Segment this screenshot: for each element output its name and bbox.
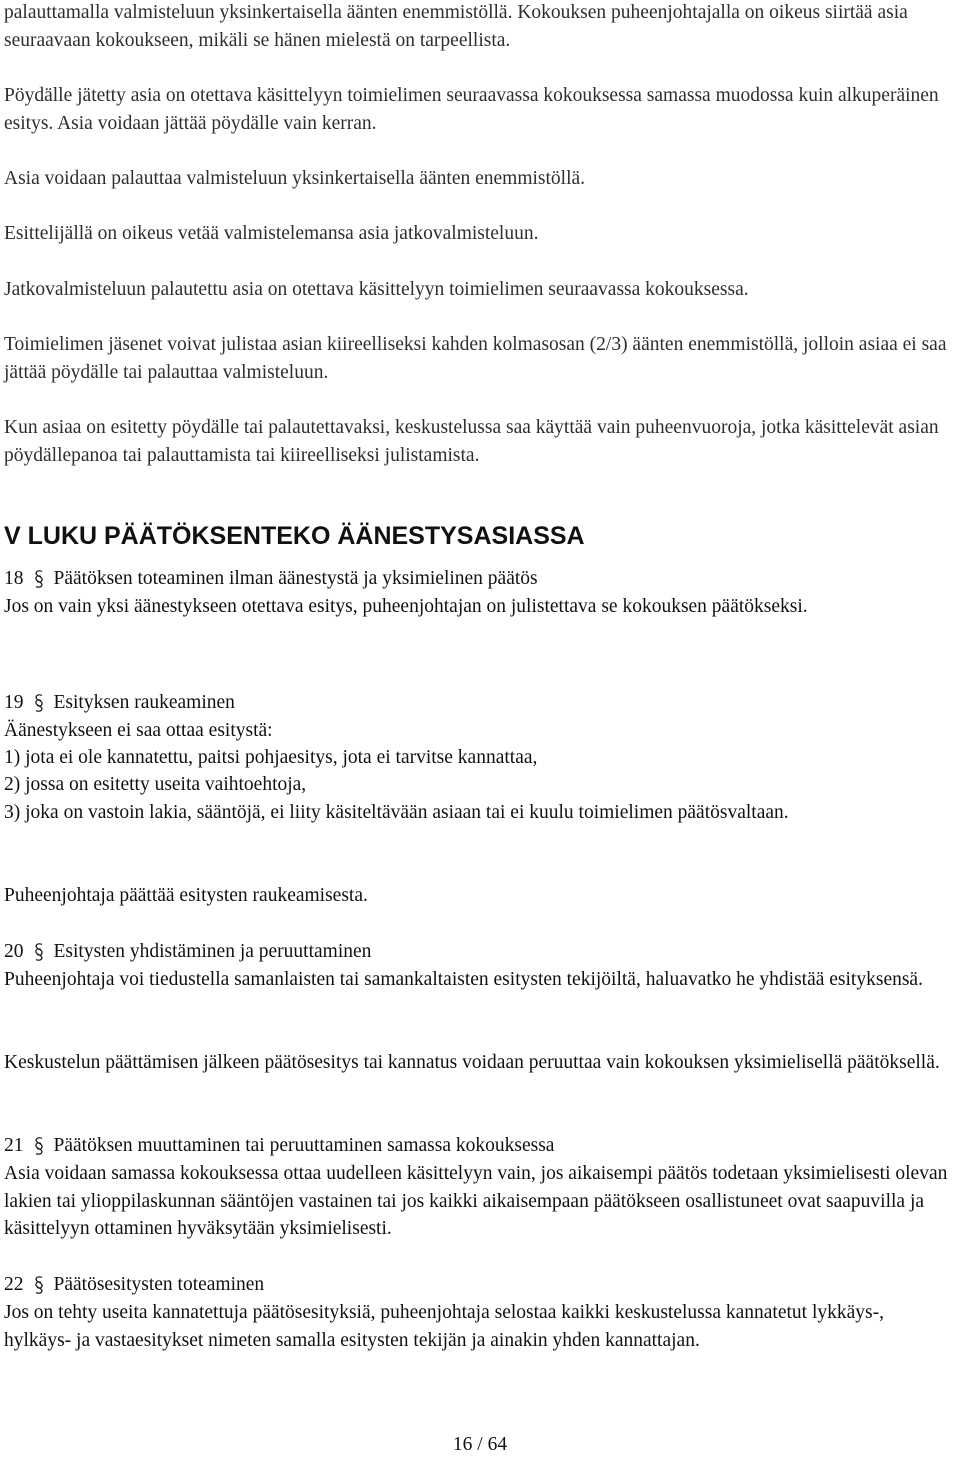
paragraph: palauttamalla valmisteluun yksinkertaisella äänten enemmistöllä. Kokouksen puheenjohtajalla on oikeus siirtää asia seuraavaan kokoukseen, mikäli se hänen mielestä on tarpeellista. xyxy=(4,2,908,51)
list-item: 3) joka on vastoin lakia, sääntöjä, ei liity käsiteltävään asiaan tai ei kuulu toimielimen päätösvaltaan. xyxy=(4,802,789,823)
paragraph: Toimielimen jäsenet voivat julistaa asian kiireelliseksi kahden kolmasosan (2/3) äänten enemmistöllä, jolloin asiaa ei saa jättää pöydälle tai palauttaa valmisteluun. xyxy=(4,334,947,383)
paragraph: Asia voidaan samassa kokouksessa ottaa uudelleen käsittelyyn vain, jos aikaisempi päätös todetaan yksimielisesti olevan lakien tai ylioppilaskunnan sääntöjen vastainen tai jos kaikki aikaisempaan päätökseen osallistuneet ovat saapuvilla ja käsittelyyn ottaminen hyväksytään yksimielisesti. xyxy=(4,1163,948,1239)
paragraph: Puheenjohtaja voi tiedustella samanlaisten tai samankaltaisten esitysten tekijöiltä, haluavatko he yhdistää esityksensä. xyxy=(4,969,923,990)
section-19-heading xyxy=(4,689,956,717)
paragraph: Jos on vain yksi äänestykseen otettava esitys, puheenjohtajan on julistettava se kokouksen päätökseksi. xyxy=(4,596,808,617)
section-22-heading xyxy=(4,1271,956,1299)
section-18-heading xyxy=(4,565,956,593)
paragraph: Jatkovalmisteluun palautettu asia on otettava käsittelyyn toimielimen seuraavassa kokouksessa. xyxy=(4,279,749,300)
section-title: Esitysten yhdistäminen ja peruuttaminen xyxy=(53,941,372,962)
list-item: 2) jossa on esitetty useita vaihtoehtoja, xyxy=(4,774,307,795)
section-number: 19 xyxy=(4,692,24,713)
list-item: 1) jota ei ole kannatettu, paitsi pohjaesitys, jota ei tarvitse kannattaa, xyxy=(4,747,538,768)
section-number: 22 xyxy=(4,1274,24,1295)
section-title: Päätösesitysten toteaminen xyxy=(53,1274,265,1295)
section-sign-icon xyxy=(34,1137,44,1155)
paragraph: Asia voidaan palauttaa valmisteluun yksinkertaisella äänten enemmistöllä. xyxy=(4,168,586,189)
section-sign-icon xyxy=(34,943,44,961)
section-sign-icon xyxy=(34,694,44,712)
paragraph: Pöydälle jätetty asia on otettava käsittelyyn toimielimen seuraavassa kokouksessa samassa muodossa kuin alkuperäinen esitys. Asia voidaan jättää pöydälle vain kerran. xyxy=(4,85,939,134)
section-title: Päätöksen toteaminen ilman äänestystä ja yksimielinen päätös xyxy=(53,568,538,589)
paragraph: Keskustelun päättämisen jälkeen päätösesitys tai kannatus voidaan peruuttaa vain kokouksen yksimielisellä päätöksellä. xyxy=(4,1052,940,1073)
paragraph: Jos on tehty useita kannatettuja päätösesityksiä, puheenjohtaja selostaa kaikki keskustelussa kannatetut lykkäys-, hylkäys- ja vastaesitykset nimeten samalla esitysten tekijän ja ainakin yhden kannattajan. xyxy=(4,1302,884,1351)
section-title: Esityksen raukeaminen xyxy=(53,692,235,713)
section-20-heading xyxy=(4,938,956,966)
chapter-heading: V LUKU PÄÄTÖKSENTEKO ÄÄNESTYSASIASSA xyxy=(4,522,585,550)
section-21-heading xyxy=(4,1132,956,1160)
section-number: 20 xyxy=(4,941,24,962)
paragraph: Kun asiaa on esitetty pöydälle tai palautettavaksi, keskustelussa saa käyttää vain puheenvuoroja, jotka käsittelevät asian pöydällepanoa tai palauttamista tai kiireelliseksi julistamista. xyxy=(4,417,939,466)
section-number: 18 xyxy=(4,568,24,589)
paragraph: Äänestykseen ei saa ottaa esitystä: xyxy=(4,720,273,741)
section-sign-icon xyxy=(34,1276,44,1294)
section-title: Päätöksen muuttaminen tai peruuttaminen samassa kokouksessa xyxy=(53,1135,555,1156)
paragraph: Esittelijällä on oikeus vetää valmistelemansa asia jatkovalmisteluun. xyxy=(4,223,539,244)
section-number: 21 xyxy=(4,1135,24,1156)
page-number: 16 / 64 xyxy=(452,1434,508,1455)
paragraph: Puheenjohtaja päättää esitysten raukeamisesta. xyxy=(4,885,368,906)
section-sign-icon xyxy=(34,570,44,588)
